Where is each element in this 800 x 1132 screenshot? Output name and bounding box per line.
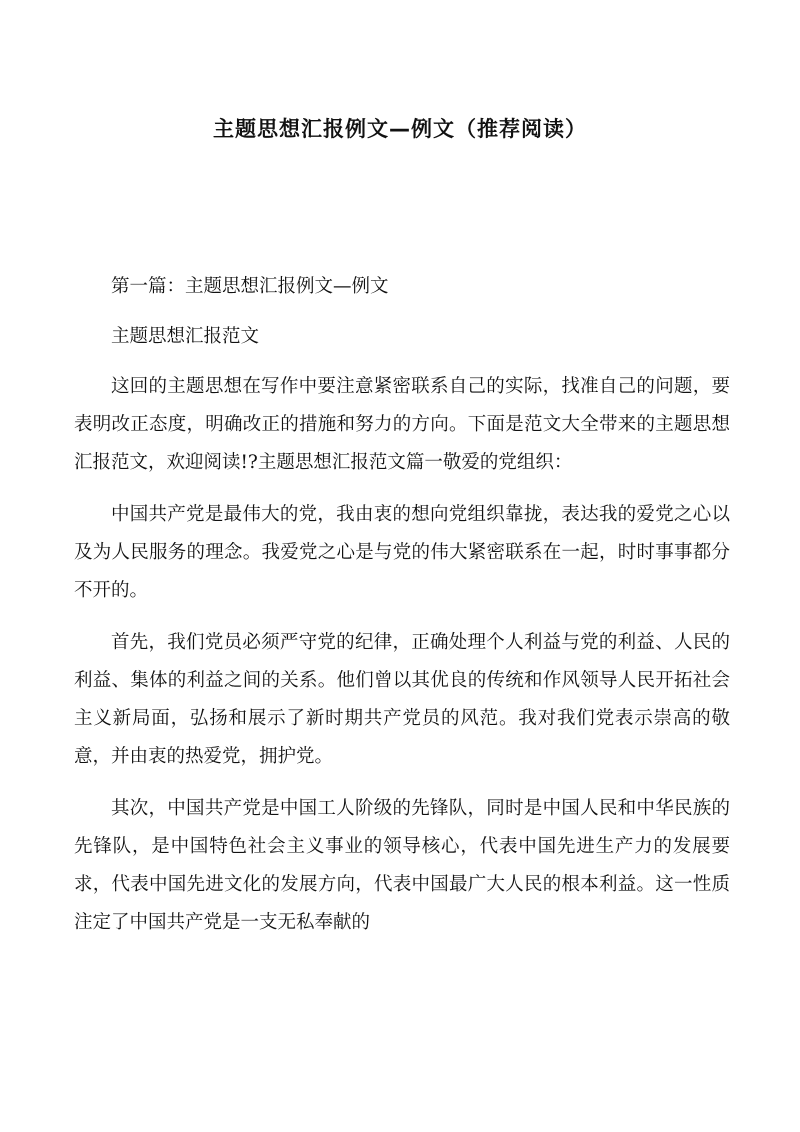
subheading: 主题思想汇报范文 <box>111 326 260 347</box>
document-title: 主题思想汇报例文—例文（推荐阅读） <box>213 117 587 141</box>
body-paragraph-4: 其次，中国共产党是中国工人阶级的先锋队，同时是中国人民和中华民族的先锋队，是中国特色社会主义事业的领导核心，代表中国先进生产力的发展要求，代表中国先进文化的发展方向，代表中国最广大人民的根本利益。这一性质注定了中国共产党是一支无私奉献的 <box>74 798 730 933</box>
body-paragraph-3: 首先，我们党员必须严守党的纪律，正确处理个人利益与党的利益、人民的利益、集体的利益之间的关系。他们曾以其优良的传统和作风领导人民开拓社会主义新局面，弘扬和展示了新时期共产党员的风范。我对我们党表示崇高的敬意，并由衷的热爱党，拥护党。 <box>74 632 730 767</box>
body-paragraph-2: 中国共产党是最伟大的党，我由衷的想向党组织靠拢，表达我的爱党之心以及为人民服务的理念。我爱党之心是与党的伟大紧密联系在一起，时时事事都分不开的。 <box>74 504 730 601</box>
section-heading: 第一篇：主题思想汇报例文—例文 <box>111 276 389 297</box>
document-body <box>74 268 730 956</box>
body-paragraph-1: 这回的主题思想在写作中要注意紧密联系自己的实际，找准自己的问题，要表明改正态度，明确改正的措施和努力的方向。下面是范文大全带来的主题思想汇报范文，欢迎阅读!?主题思想汇报范文篇一敬爱的党组织： <box>74 376 730 473</box>
